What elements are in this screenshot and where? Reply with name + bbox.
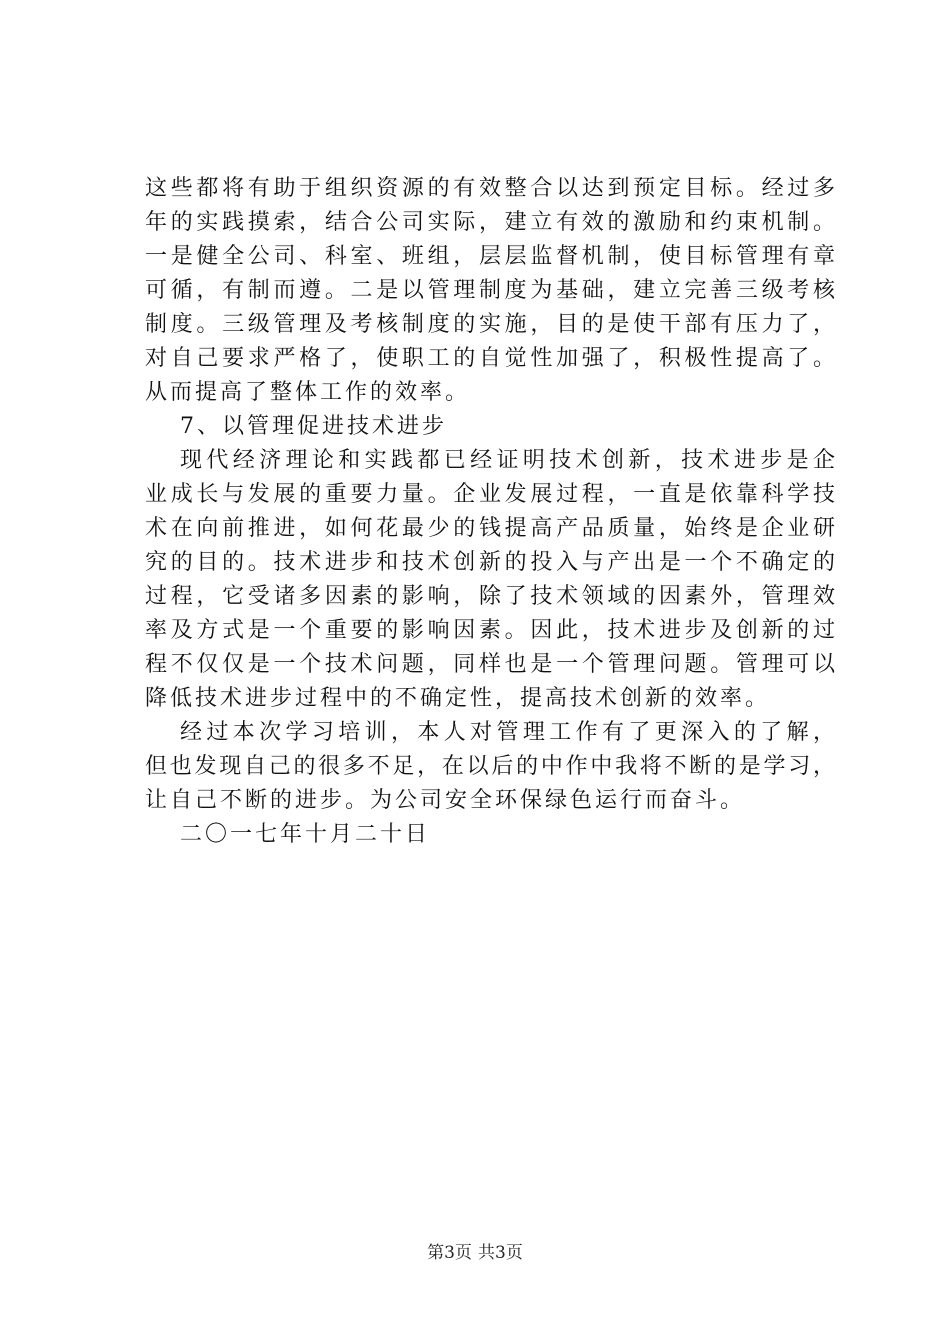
paragraph-line: 年的实践摸索，结合公司实际，建立有效的激励和约束机制。 [145,210,835,235]
paragraph-line: 但也发现自己的很多不足，在以后的中作中我将不断的是学习， [145,754,835,779]
paragraph-line: 一是健全公司、科室、班组，层层监督机制，使目标管理有章 [145,244,835,269]
paragraph-line: 经过本次学习培训，本人对管理工作有了更深入的了解， [180,720,835,745]
paragraph-line: 制度。三级管理及考核制度的实施，目的是使干部有压力了， [145,312,835,337]
paragraph-line: 过程，它受诸多因素的影响，除了技术领域的因素外，管理效 [145,584,835,609]
paragraph-line: 究的目的。技术进步和技术创新的投入与产出是一个不确定的 [145,550,835,575]
paragraph-line: 率及方式是一个重要的影响因素。因此，技术进步及创新的过 [145,618,835,643]
paragraph-line: 术在向前推进，如何花最少的钱提高产品质量，始终是企业研 [145,516,835,541]
paragraph-line: 让自己不断的进步。为公司安全环保绿色运行而奋斗。 [145,788,746,813]
paragraph-line: 降低技术进步过程中的不确定性，提高技术创新的效率。 [145,686,771,711]
paragraph-line: 程不仅仅是一个技术问题，同样也是一个管理问题。管理可以 [145,652,835,677]
paragraph-line: 这些都将有助于组织资源的有效整合以达到预定目标。经过多 [145,176,835,201]
document-body [145,172,835,852]
paragraph-line: 从而提高了整体工作的效率。 [145,380,471,405]
page-footer [0,1243,950,1263]
paragraph-line: 现代经济理论和实践都已经证明技术创新，技术进步是企 [180,448,835,473]
paragraph-line: 可循，有制而遵。二是以管理制度为基础，建立完善三级考核 [145,278,835,303]
paragraph-line: 业成长与发展的重要力量。企业发展过程，一直是依靠科学技 [145,482,835,507]
section-heading: 7、以管理促进技术进步 [180,414,447,439]
page-number: 第3页 [427,1243,472,1263]
document-date: 二〇一七年十月二十日 [180,822,431,847]
paragraph-line: 对自己要求严格了，使职工的自觉性加强了，积极性提高了。 [145,346,835,371]
page-total: 共3页 [478,1243,523,1263]
